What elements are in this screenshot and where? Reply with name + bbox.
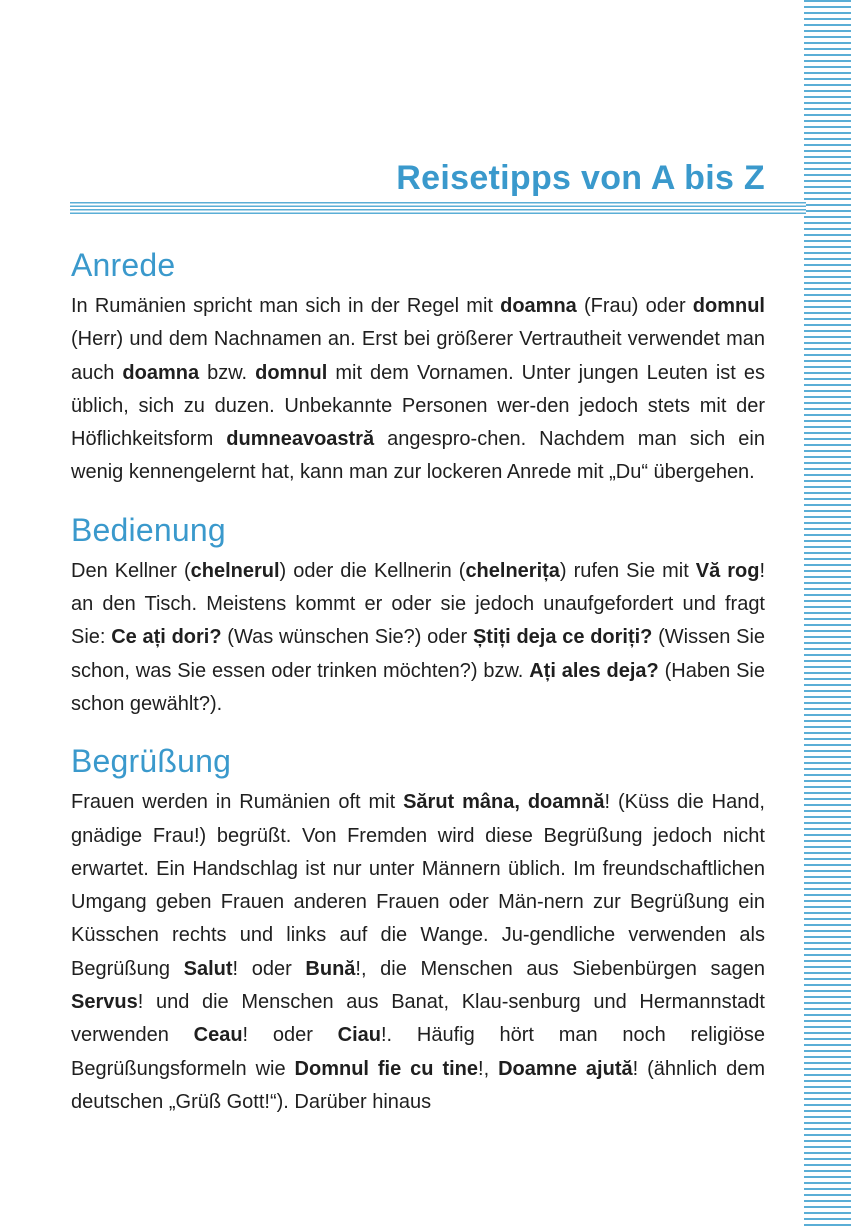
term-bold: doamna — [500, 295, 577, 317]
header-rule — [70, 202, 806, 215]
text-run: (Was wünschen Sie?) oder — [221, 626, 473, 649]
edge-stripe-decoration — [804, 0, 851, 1229]
text-run: !, — [478, 1057, 499, 1080]
page-title: Reisetipps von A bis Z — [396, 159, 765, 197]
term-bold: Ce ați dori? — [111, 626, 222, 649]
term-bold: Știți deja ce doriți? — [472, 626, 653, 649]
text-run: (Haben Sie schon gewählt?). — [71, 659, 765, 715]
text-run: bzw. — [199, 361, 256, 384]
term-bold: doamna — [122, 361, 200, 384]
section-body — [71, 555, 765, 721]
term-bold: Vă rog — [695, 559, 760, 582]
term-bold: domnul — [692, 295, 765, 317]
section-heading: Anrede — [71, 247, 176, 283]
section-body — [71, 290, 765, 490]
term-bold: Ciau — [337, 1024, 381, 1047]
text-run: (Frau) oder — [576, 295, 693, 317]
text-run: ! an den Tisch. Meistens kommt er oder sie jedoch unaufgefordert und fragt Sie: — [71, 559, 766, 649]
term-bold: Ceau — [193, 1024, 243, 1047]
text-run: !, die Menschen aus Siebenbürgen sagen — [355, 957, 766, 980]
page-header — [0, 150, 765, 206]
term-bold: dumneavoastră — [226, 428, 375, 451]
text-run: !. Häufig hört man noch religiöse Begrüßungsformeln wie — [71, 1024, 765, 1080]
term-bold: Doamne ajută — [498, 1057, 633, 1080]
content-area — [71, 240, 765, 1119]
text-run: ! oder — [232, 957, 306, 980]
text-run: mit dem Vornamen. Unter jungen Leuten ist es üblich, sich zu duzen. Unbekannte Personen wer-den jedoch stets mit der Höflichkeitsform — [71, 361, 765, 451]
text-run: (Wissen Sie schon, was Sie essen oder trinken möchten?) bzw. — [71, 626, 766, 682]
section-anrede — [71, 240, 765, 490]
text-run: In Rumänien spricht man sich in der Regel mit — [71, 295, 501, 317]
section-body — [71, 786, 765, 1119]
text-run: ! (Küss die Hand, gnädige Frau!) begrüßt. Von Fremden wird diese Begrüßung jedoch nicht erwartet. Ein Handschlag ist nur unter Männern üblich. Im freundschaftlichen Umgang geben Frauen anderen Frauen oder Män-nern zur Begrüßung ein Küsschen rechts und links auf die Wange. Ju-gendliche verwenden als Begrüßung — [71, 791, 765, 980]
text-run: Frauen werden in Rumänien oft mit — [71, 791, 404, 814]
term-bold: chelnerul — [190, 559, 280, 582]
term-bold: Ați ales deja? — [529, 659, 659, 682]
text-run: Den Kellner ( — [71, 559, 191, 582]
term-bold: domnul — [255, 361, 328, 384]
term-bold: Servus — [71, 991, 138, 1014]
term-bold: Bună — [305, 957, 356, 980]
term-bold: Salut — [183, 957, 233, 980]
text-run: angespro-chen. Nachdem man sich ein wenig kennengelernt hat, kann man zur lockeren Anrede mit „Du“ übergehen. — [71, 428, 765, 484]
section-begruessung — [71, 736, 765, 1119]
section-bedienung — [71, 505, 765, 721]
text-run: ! und die Menschen aus Banat, Klau-senburg und Hermannstadt verwenden — [71, 991, 765, 1047]
term-bold: chelnerița — [465, 559, 560, 582]
text-run: ! oder — [242, 1024, 338, 1047]
text-run: ) rufen Sie mit — [559, 559, 696, 582]
text-run: ! (ähnlich dem deutschen „Grüß Gott!“). Darüber hinaus — [71, 1057, 765, 1113]
text-run: (Herr) und dem Nachnamen an. Erst bei größerer Vertrautheit verwendet man auch — [71, 328, 765, 384]
section-heading: Begrüßung — [71, 743, 232, 780]
term-bold: Domnul fie cu tine — [294, 1057, 479, 1080]
term-bold: Sărut mâna, doamnă — [403, 791, 605, 814]
text-run: ) oder die Kellnerin ( — [279, 559, 466, 582]
section-heading: Bedienung — [71, 511, 226, 548]
